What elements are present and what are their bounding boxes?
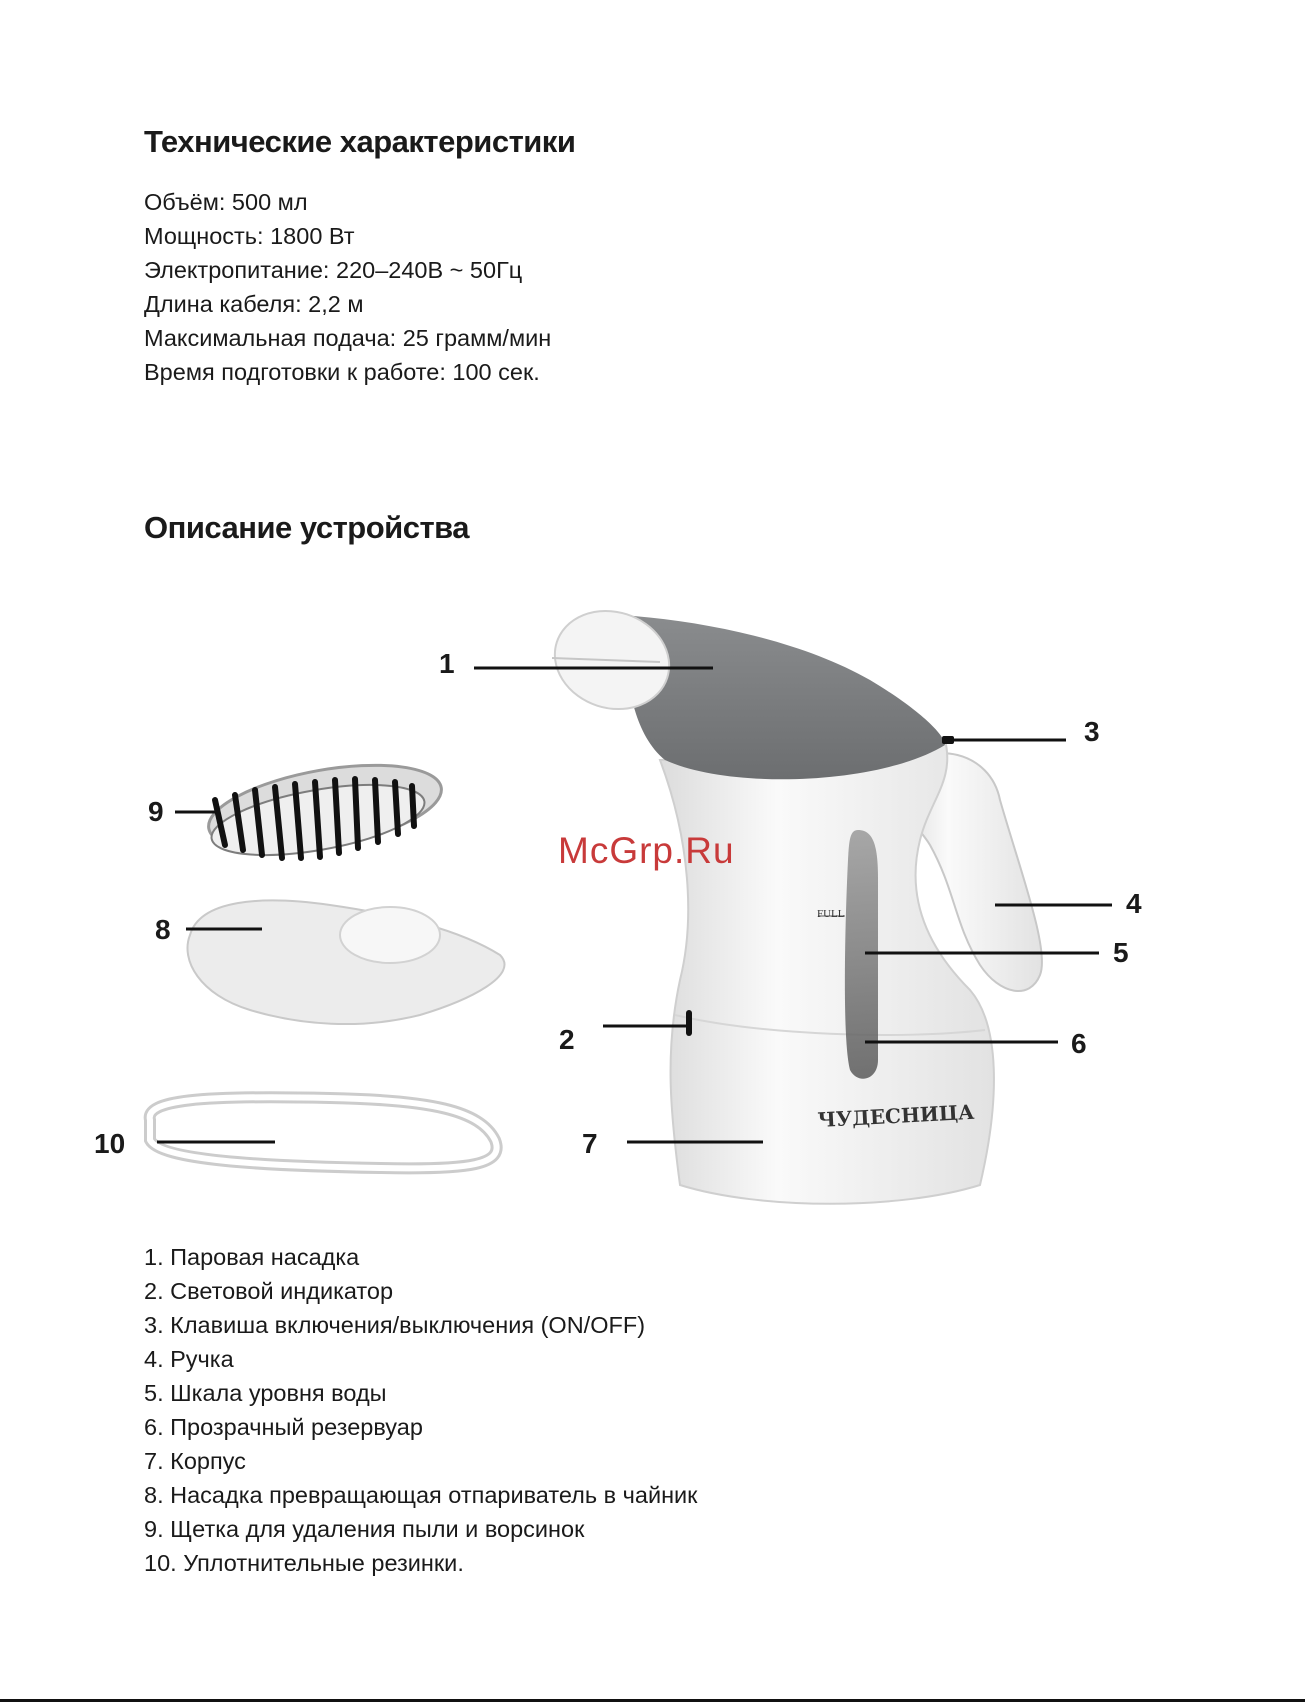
spec-cable-length: Длина кабеля: 2,2 м (144, 291, 364, 317)
part-item: 4. Ручка (144, 1346, 234, 1372)
part-item: 8. Насадка превращающая отпариватель в чайник (144, 1482, 698, 1508)
parts-list (144, 1240, 697, 1580)
spec-volume: Объём: 500 мл (144, 189, 308, 215)
callout-2: 2 (559, 1024, 575, 1055)
spec-power: Мощность: 1800 Вт (144, 223, 355, 249)
kettle-attachment (188, 900, 505, 1024)
callout-9: 9 (148, 796, 164, 827)
callout-10: 10 (94, 1128, 126, 1159)
callout-7: 7 (582, 1128, 598, 1159)
specs-list (144, 185, 551, 389)
part-item: 6. Прозрачный резервуар (144, 1414, 423, 1440)
full-mark: FULL (817, 908, 845, 920)
spec-max-output: Максимальная подача: 25 грамм/мин (144, 325, 552, 351)
callout-3: 3 (1084, 716, 1100, 747)
part-item: 1. Паровая насадка (144, 1244, 360, 1270)
rubber-seal (150, 1097, 497, 1168)
indicator-light (686, 1010, 692, 1036)
watermark: McGrp.Ru (558, 830, 735, 871)
part-item: 3. Клавиша включения/выключения (ON/OFF) (144, 1312, 646, 1338)
part-item: 10. Уплотнительные резинки. (144, 1550, 464, 1576)
callout-8: 8 (155, 914, 171, 945)
part-item: 2. Световой индикатор (144, 1278, 394, 1304)
description-heading: Описание устройства (144, 510, 470, 545)
callout-5: 5 (1113, 937, 1129, 968)
spec-supply: Электропитание: 220–240В ~ 50Гц (144, 257, 523, 283)
callout-4: 4 (1126, 888, 1142, 919)
spec-warmup-time: Время подготовки к работе: 100 сек. (144, 359, 540, 385)
steamer-head (542, 596, 945, 779)
brand-logo: ЧУДЕСНИЦА (817, 1099, 975, 1132)
part-item: 7. Корпус (144, 1448, 246, 1474)
specs-heading: Технические характеристики (144, 124, 576, 159)
part-item: 9. Щетка для удаления пыли и ворсинок (144, 1516, 585, 1542)
callout-6: 6 (1071, 1028, 1087, 1059)
device-diagram (0, 590, 1305, 1210)
brush-attachment (202, 750, 448, 868)
callout-1: 1 (439, 648, 455, 679)
part-item: 5. Шкала уровня воды (144, 1380, 387, 1406)
